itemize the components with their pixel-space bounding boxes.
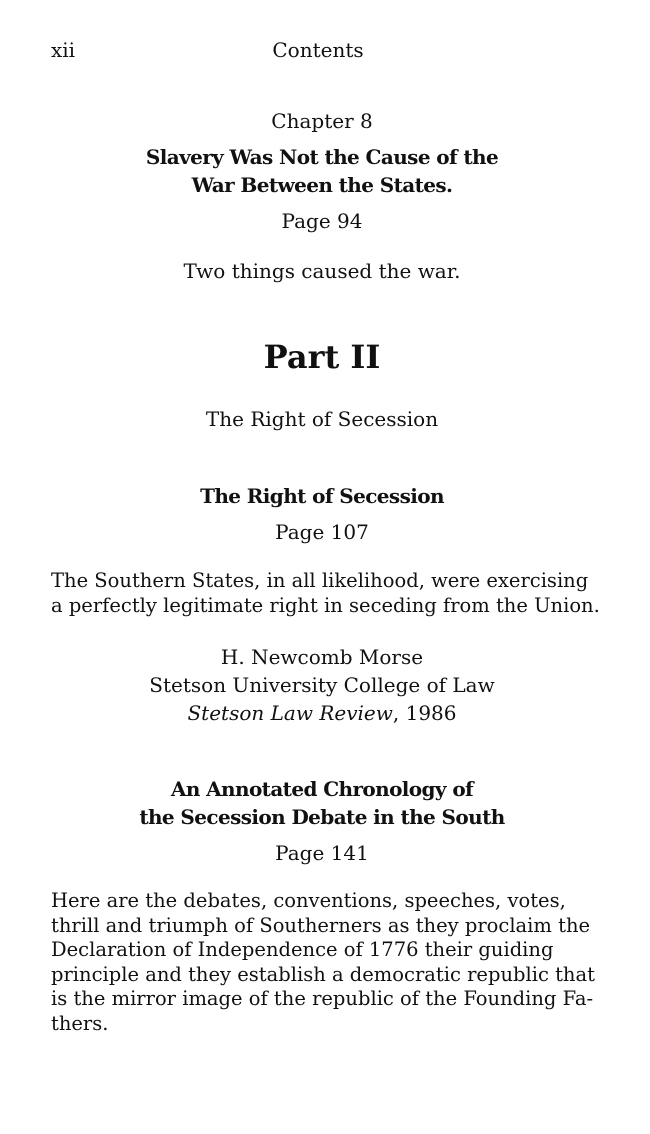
description-line: Declaration of Independence of 1776 their guiding [51, 938, 554, 961]
chapter-summary: Two things caused the war. [183, 259, 461, 283]
part-heading: Part II [263, 338, 381, 376]
quote-affiliation: Stetson University College of Law [149, 673, 495, 697]
chapter-title-line-1: Slavery Was Not the Cause of the [145, 145, 499, 169]
description-line: Here are the debates, conventions, speeches, votes, [51, 889, 566, 912]
part-subtitle: The Right of Secession [205, 407, 439, 431]
running-title: Contents [272, 38, 364, 62]
entry-title-line-2: the Secession Debate in the South [139, 805, 505, 829]
journal-year: , 1986 [392, 701, 457, 725]
description-line: thrill and triumph of Southerners as they proclaim the [51, 913, 591, 937]
journal-name: Stetson Law Review [187, 701, 393, 725]
chapter-label: Chapter 8 [271, 109, 373, 133]
description-line: principle and they establish a democratic republic that [51, 962, 595, 986]
entry-quote [51, 569, 599, 618]
quote-line: a perfectly legitimate right in seceding from the Union. [51, 593, 600, 617]
entry-description [51, 889, 599, 1036]
page-number: xii [51, 38, 76, 62]
chapter-page: Page 94 [281, 209, 363, 233]
entry-title-line-1: An Annotated Chronology of [170, 777, 474, 801]
quote-author: H. Newcomb Morse [220, 645, 424, 669]
description-line: is the mirror image of the republic of the Founding Fa- [51, 987, 594, 1010]
chapter-title-line-2: War Between the States. [191, 173, 453, 197]
description-line: thers. [51, 1011, 109, 1035]
entry-title: The Right of Secession [200, 484, 444, 508]
entry-page: Page 107 [275, 520, 369, 544]
quote-source [0, 699, 644, 727]
quote-line: The Southern States, in all likelihood, were exercising [51, 569, 589, 592]
entry-page: Page 141 [275, 841, 369, 865]
